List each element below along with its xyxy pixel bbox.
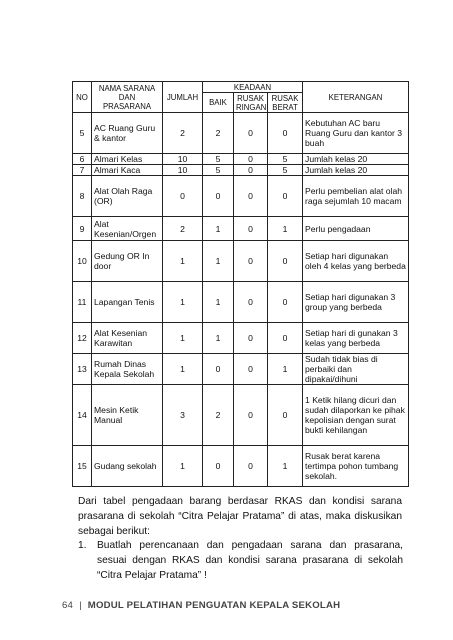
- cell-keterangan: Kebutuhan AC baru Ruang Guru dan kantor 3 buah: [303, 113, 409, 154]
- cell-no: 5: [73, 113, 92, 154]
- cell-no: 14: [73, 385, 92, 446]
- cell-jumlah: 3: [163, 385, 203, 446]
- cell-jumlah: 1: [163, 241, 203, 282]
- cell-berat: 0: [268, 241, 303, 282]
- cell-berat: 0: [268, 282, 303, 323]
- header-rusak-berat: RUSAK BERAT: [268, 93, 303, 113]
- cell-keterangan: Perlu pembelian alat olah raga sejumlah 10 macam: [303, 176, 409, 217]
- cell-baik: 1: [203, 217, 234, 241]
- cell-baik: 0: [203, 176, 234, 217]
- cell-berat: 0: [268, 113, 303, 154]
- table-row: [73, 113, 409, 154]
- cell-berat: 0: [268, 323, 303, 354]
- page-number: 64: [62, 600, 74, 611]
- cell-jumlah: 1: [163, 282, 203, 323]
- cell-no: 9: [73, 217, 92, 241]
- cell-baik: 2: [203, 385, 234, 446]
- cell-jumlah: 1: [163, 354, 203, 385]
- cell-jumlah: 2: [163, 113, 203, 154]
- cell-ringan: 0: [234, 113, 268, 154]
- cell-no: 11: [73, 282, 92, 323]
- cell-ringan: 0: [234, 446, 268, 487]
- cell-no: 15: [73, 446, 92, 487]
- cell-keterangan: Setiap hari di gunakan 3 kelas yang berbeda: [303, 323, 409, 354]
- cell-no: 10: [73, 241, 92, 282]
- list-item-number: 1.: [78, 540, 87, 551]
- cell-ringan: 0: [234, 241, 268, 282]
- cell-no: 12: [73, 323, 92, 354]
- footer-title: MODUL PELATIHAN PENGUATAN KEPALA SEKOLAH: [87, 600, 341, 611]
- cell-baik: 2: [203, 113, 234, 154]
- cell-baik: 1: [203, 241, 234, 282]
- cell-no: 13: [73, 354, 92, 385]
- cell-nama: Almari Kelas: [92, 154, 163, 165]
- cell-keterangan: Setiap hari digunakan 3 group yang berbeda: [303, 282, 409, 323]
- list-item-text: Buatlah perencanaan dan pengadaan sarana dan prasarana, sesuai dengan RKAS dan kondisi sarana prasarana di sekolah “Citra Pelajar Pratama” !: [97, 540, 403, 581]
- cell-keterangan: Sudah tidak bias di perbaiki dan dipakai/dihuni: [303, 354, 409, 385]
- cell-nama: Rumah Dinas Kepala Sekolah: [92, 354, 163, 385]
- cell-baik: 1: [203, 323, 234, 354]
- cell-berat: 1: [268, 354, 303, 385]
- cell-berat: 0: [268, 176, 303, 217]
- cell-nama: Mesin Ketik Manual: [92, 385, 163, 446]
- cell-jumlah: 2: [163, 217, 203, 241]
- cell-baik: 5: [203, 165, 234, 176]
- header-no: NO: [73, 82, 92, 113]
- page-footer: [62, 600, 340, 611]
- cell-berat: 1: [268, 217, 303, 241]
- cell-keterangan: Setiap hari digunakan oleh 4 kelas yang berbeda: [303, 241, 409, 282]
- cell-baik: 1: [203, 282, 234, 323]
- cell-nama: Alat Kesenian Karawitan: [92, 323, 163, 354]
- cell-ringan: 0: [234, 282, 268, 323]
- table-row: [73, 446, 409, 487]
- cell-berat: 1: [268, 446, 303, 487]
- cell-berat: 5: [268, 165, 303, 176]
- cell-no: 7: [73, 165, 92, 176]
- table-row: [73, 323, 409, 354]
- cell-baik: 0: [203, 354, 234, 385]
- cell-nama: Alat Olah Raga (OR): [92, 176, 163, 217]
- cell-ringan: 0: [234, 176, 268, 217]
- cell-ringan: 0: [234, 165, 268, 176]
- header-keterangan: KETERANGAN: [303, 82, 409, 113]
- cell-nama: Lapangan Tenis: [92, 282, 163, 323]
- header-nama: NAMA SARANA DAN PRASARANA: [92, 82, 163, 113]
- cell-nama: Gudang sekolah: [92, 446, 163, 487]
- inventory-table: [72, 81, 409, 487]
- cell-jumlah: 10: [163, 154, 203, 165]
- cell-no: 6: [73, 154, 92, 165]
- table-row: [73, 385, 409, 446]
- table-row: [73, 354, 409, 385]
- table-row: [73, 217, 409, 241]
- cell-baik: 5: [203, 154, 234, 165]
- cell-keterangan: 1 Ketik hilang dicuri dan sudah dilaporkan ke pihak kepolisian dengan surat bukti kehilangan: [303, 385, 409, 446]
- cell-keterangan: Jumlah kelas 20: [303, 154, 409, 165]
- footer-separator: |: [79, 600, 82, 611]
- cell-ringan: 0: [234, 354, 268, 385]
- cell-nama: Almari Kaca: [92, 165, 163, 176]
- header-jumlah: JUMLAH: [163, 82, 203, 113]
- table-row: [73, 241, 409, 282]
- table-row: [73, 282, 409, 323]
- header-keadaan: KEADAAN: [203, 82, 303, 93]
- cell-berat: 5: [268, 154, 303, 165]
- header-baik: BAIK: [203, 93, 234, 113]
- cell-ringan: 0: [234, 323, 268, 354]
- table-row: [73, 165, 409, 176]
- cell-jumlah: 10: [163, 165, 203, 176]
- cell-keterangan: Perlu pengadaan: [303, 217, 409, 241]
- cell-baik: 0: [203, 446, 234, 487]
- cell-nama: AC Ruang Guru & kantor: [92, 113, 163, 154]
- cell-keterangan: Jumlah kelas 20: [303, 165, 409, 176]
- cell-ringan: 0: [234, 154, 268, 165]
- cell-jumlah: 1: [163, 323, 203, 354]
- instruction-paragraph: Dari tabel pengadaan barang berdasar RKAS dan kondisi sarana prasarana di sekolah “Citra Pelajar Pratama” di atas, maka diskusikan sebagai berikut:: [78, 496, 402, 537]
- header-rusak-ringan: RUSAK RINGAN: [234, 93, 268, 113]
- cell-jumlah: 1: [163, 446, 203, 487]
- cell-ringan: 0: [234, 385, 268, 446]
- table-row: [73, 154, 409, 165]
- cell-keterangan: Rusak berat karena tertimpa pohon tumbang sekolah.: [303, 446, 409, 487]
- cell-jumlah: 0: [163, 176, 203, 217]
- cell-no: 8: [73, 176, 92, 217]
- cell-nama: Gedung OR In door: [92, 241, 163, 282]
- cell-nama: Alat Kesenian/Orgen: [92, 217, 163, 241]
- cell-berat: 0: [268, 385, 303, 446]
- cell-ringan: 0: [234, 217, 268, 241]
- table-row: [73, 176, 409, 217]
